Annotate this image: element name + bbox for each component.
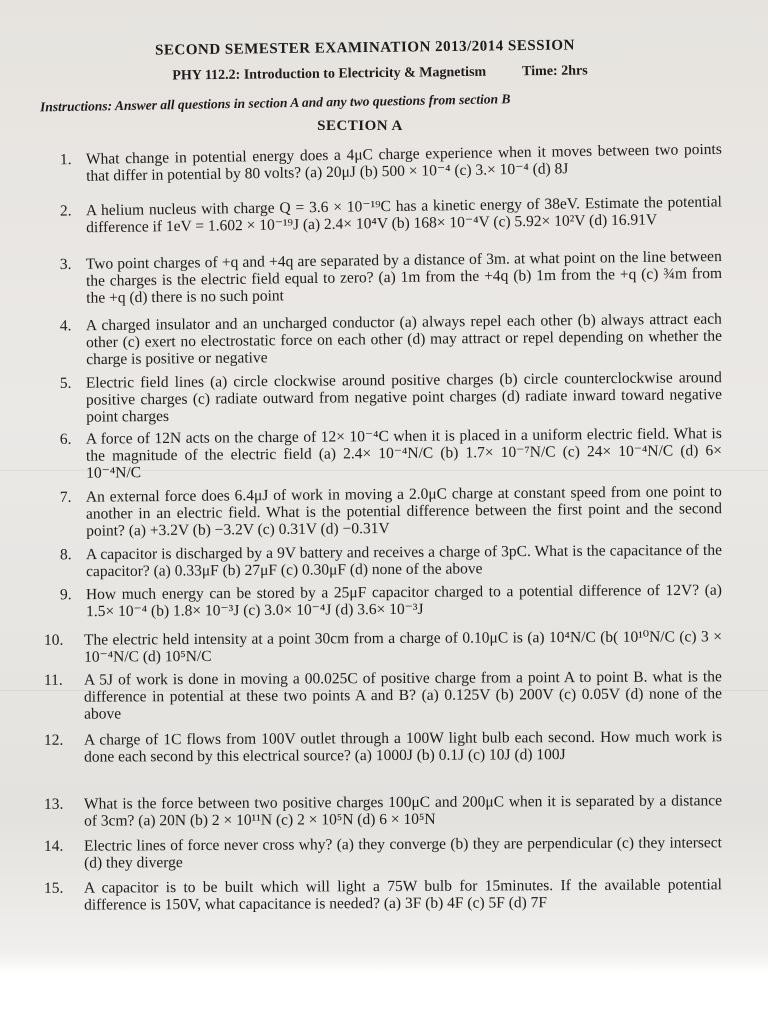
question-item [59,581,722,621]
question-text: A capacitor is to be built which will light a 75W bulb for 15minutes. If the available potential difference is 150V, what capacitance is needed? (a) 3F (b) 4F (c) 5F (d) 7F [83,876,722,914]
question-item [43,628,722,666]
exam-time: Time: 2hrs [522,63,588,80]
question-number: 1. [59,151,72,169]
question-item [59,310,723,369]
question-text: What is the force between two positive charges 100μC and 200μC when it is separated by a distance of 3cm? (a) 20N (b) 2 × 10¹¹N (c) 2 × 10⁵N (d) 6 × 10⁵N [83,792,722,830]
question-item [43,792,722,830]
question-number: 2. [59,202,72,220]
question-number: 11. [43,671,63,689]
question-number: 8. [59,546,72,564]
question-text: Electric field lines (a) circle clockwise around positive charges (b) circle counterclockwise around positive charges (c) radiate outward from negative point charges (d) radiate inward toward negative point charges [85,369,723,426]
question-text: A helium nucleus with charge Q = 3.6 × 10⁻¹⁹C has a kinetic energy of 38eV. Estimate the potential difference if 1eV = 1.602 × 10⁻¹⁹J (a) 2.4× 10⁴V (b) 168× 10⁻⁴V (c) 5.92× 10²V (d) 16.91V [85,193,722,237]
question-item [43,668,723,723]
question-number: 3. [59,255,72,274]
question-number: 14. [43,837,64,855]
exam-title: SECOND SEMESTER EXAMINATION 2013/2014 SESSION [155,37,575,59]
question-number: 7. [59,488,72,506]
question-item [43,728,722,766]
question-text: The electric held intensity at a point 30cm from a charge of 0.10μC is (a) 10⁴N/C (b( 10¹⁰N/C (c) 3 × 10⁻⁴N/C (d) 10⁵N/C [83,628,722,666]
question-text: Two point charges of +q and +4q are separated by a distance of 3m. at what point on the line between the charges is the electric field equal to zero? (a) 1m from the +4q (b) 1m from the +q (c) ¾m from the +q (d) there is no such point [85,247,723,307]
question-number: 10. [43,631,64,649]
question-text: Electric lines of force never cross why? (a) they converge (b) they are perpendicular (c) they intersect (d) they diverge [83,834,722,872]
question-item [43,876,722,914]
question-item [59,425,723,482]
question-text: A force of 12N acts on the charge of 12× 10⁻⁴C when it is placed in a uniform electric field. What is the magnitude of the electric field (a) 2.4× 10⁻⁴N/C (b) 1.7× 10⁻⁷N/C (c) 24× 10⁻⁴N/C (d) 6× 10⁻⁴N/C [85,425,723,482]
question-text: A 5J of work is done in moving a 00.025C of positive charge from a point A to point B. what is the difference in potential at these two points A and B? (a) 0.125V (b) 200V (c) 0.05V (d) none of the above [83,668,723,723]
question-item [43,834,722,872]
question-text: An external force does 6.4μJ of work in moving a 2.0μC charge at constant speed from one point to another in an electric field. What is the potential difference between the first point and the second point? (a) +3.2V (b) −3.2V (c) 0.31V (d) −0.31V [85,483,723,540]
question-number: 5. [59,374,72,392]
course-title: PHY 112.2: Introduction to Electricity & Magnetism [172,64,487,84]
question-number: 13. [43,795,64,813]
question-number: 9. [59,586,72,604]
question-number: 6. [59,430,72,448]
question-text: A charged insulator and an uncharged conductor (a) always repel each other (b) always attract each other (c) exert no electrostatic force on each other (d) may attract or repel depending on whether the charge is positive or negative [85,310,723,369]
question-item [59,483,723,540]
question-number: 4. [59,317,72,335]
question-number: 12. [43,731,64,749]
question-item [59,247,723,307]
question-number: 15. [43,879,64,897]
question-item [59,541,722,581]
question-text: A charge of 1C flows from 100V outlet through a 100W light bulb each second. How much work is done each second by this electrical source? (a) 1000J (b) 0.1J (c) 10J (d) 100J [83,728,722,766]
section-heading: SECTION A [317,118,403,134]
question-text: What change in potential energy does a 4μC charge experience when it moves between two points that differ in potential by 80 volts? (a) 20μJ (b) 500 × 10⁻⁴ (c) 3.× 10⁻⁴ (d) 8J [85,140,722,185]
question-text: How much energy can be stored by a 25μF capacitor charged to a potential difference of 12V? (a) 1.5× 10⁻⁴ (b) 1.8× 10⁻³J (c) 3.0× 10⁻⁴J (d) 3.6× 10⁻³J [85,581,722,621]
question-text: A capacitor is discharged by a 9V battery and receives a charge of 3pC. What is the capacitance of the capacitor? (a) 0.33μF (b) 27μF (c) 0.30μF (d) none of the above [85,541,722,581]
question-item [59,369,723,426]
exam-instructions: Instructions: Answer all questions in section A and any two questions from section B [39,91,511,115]
